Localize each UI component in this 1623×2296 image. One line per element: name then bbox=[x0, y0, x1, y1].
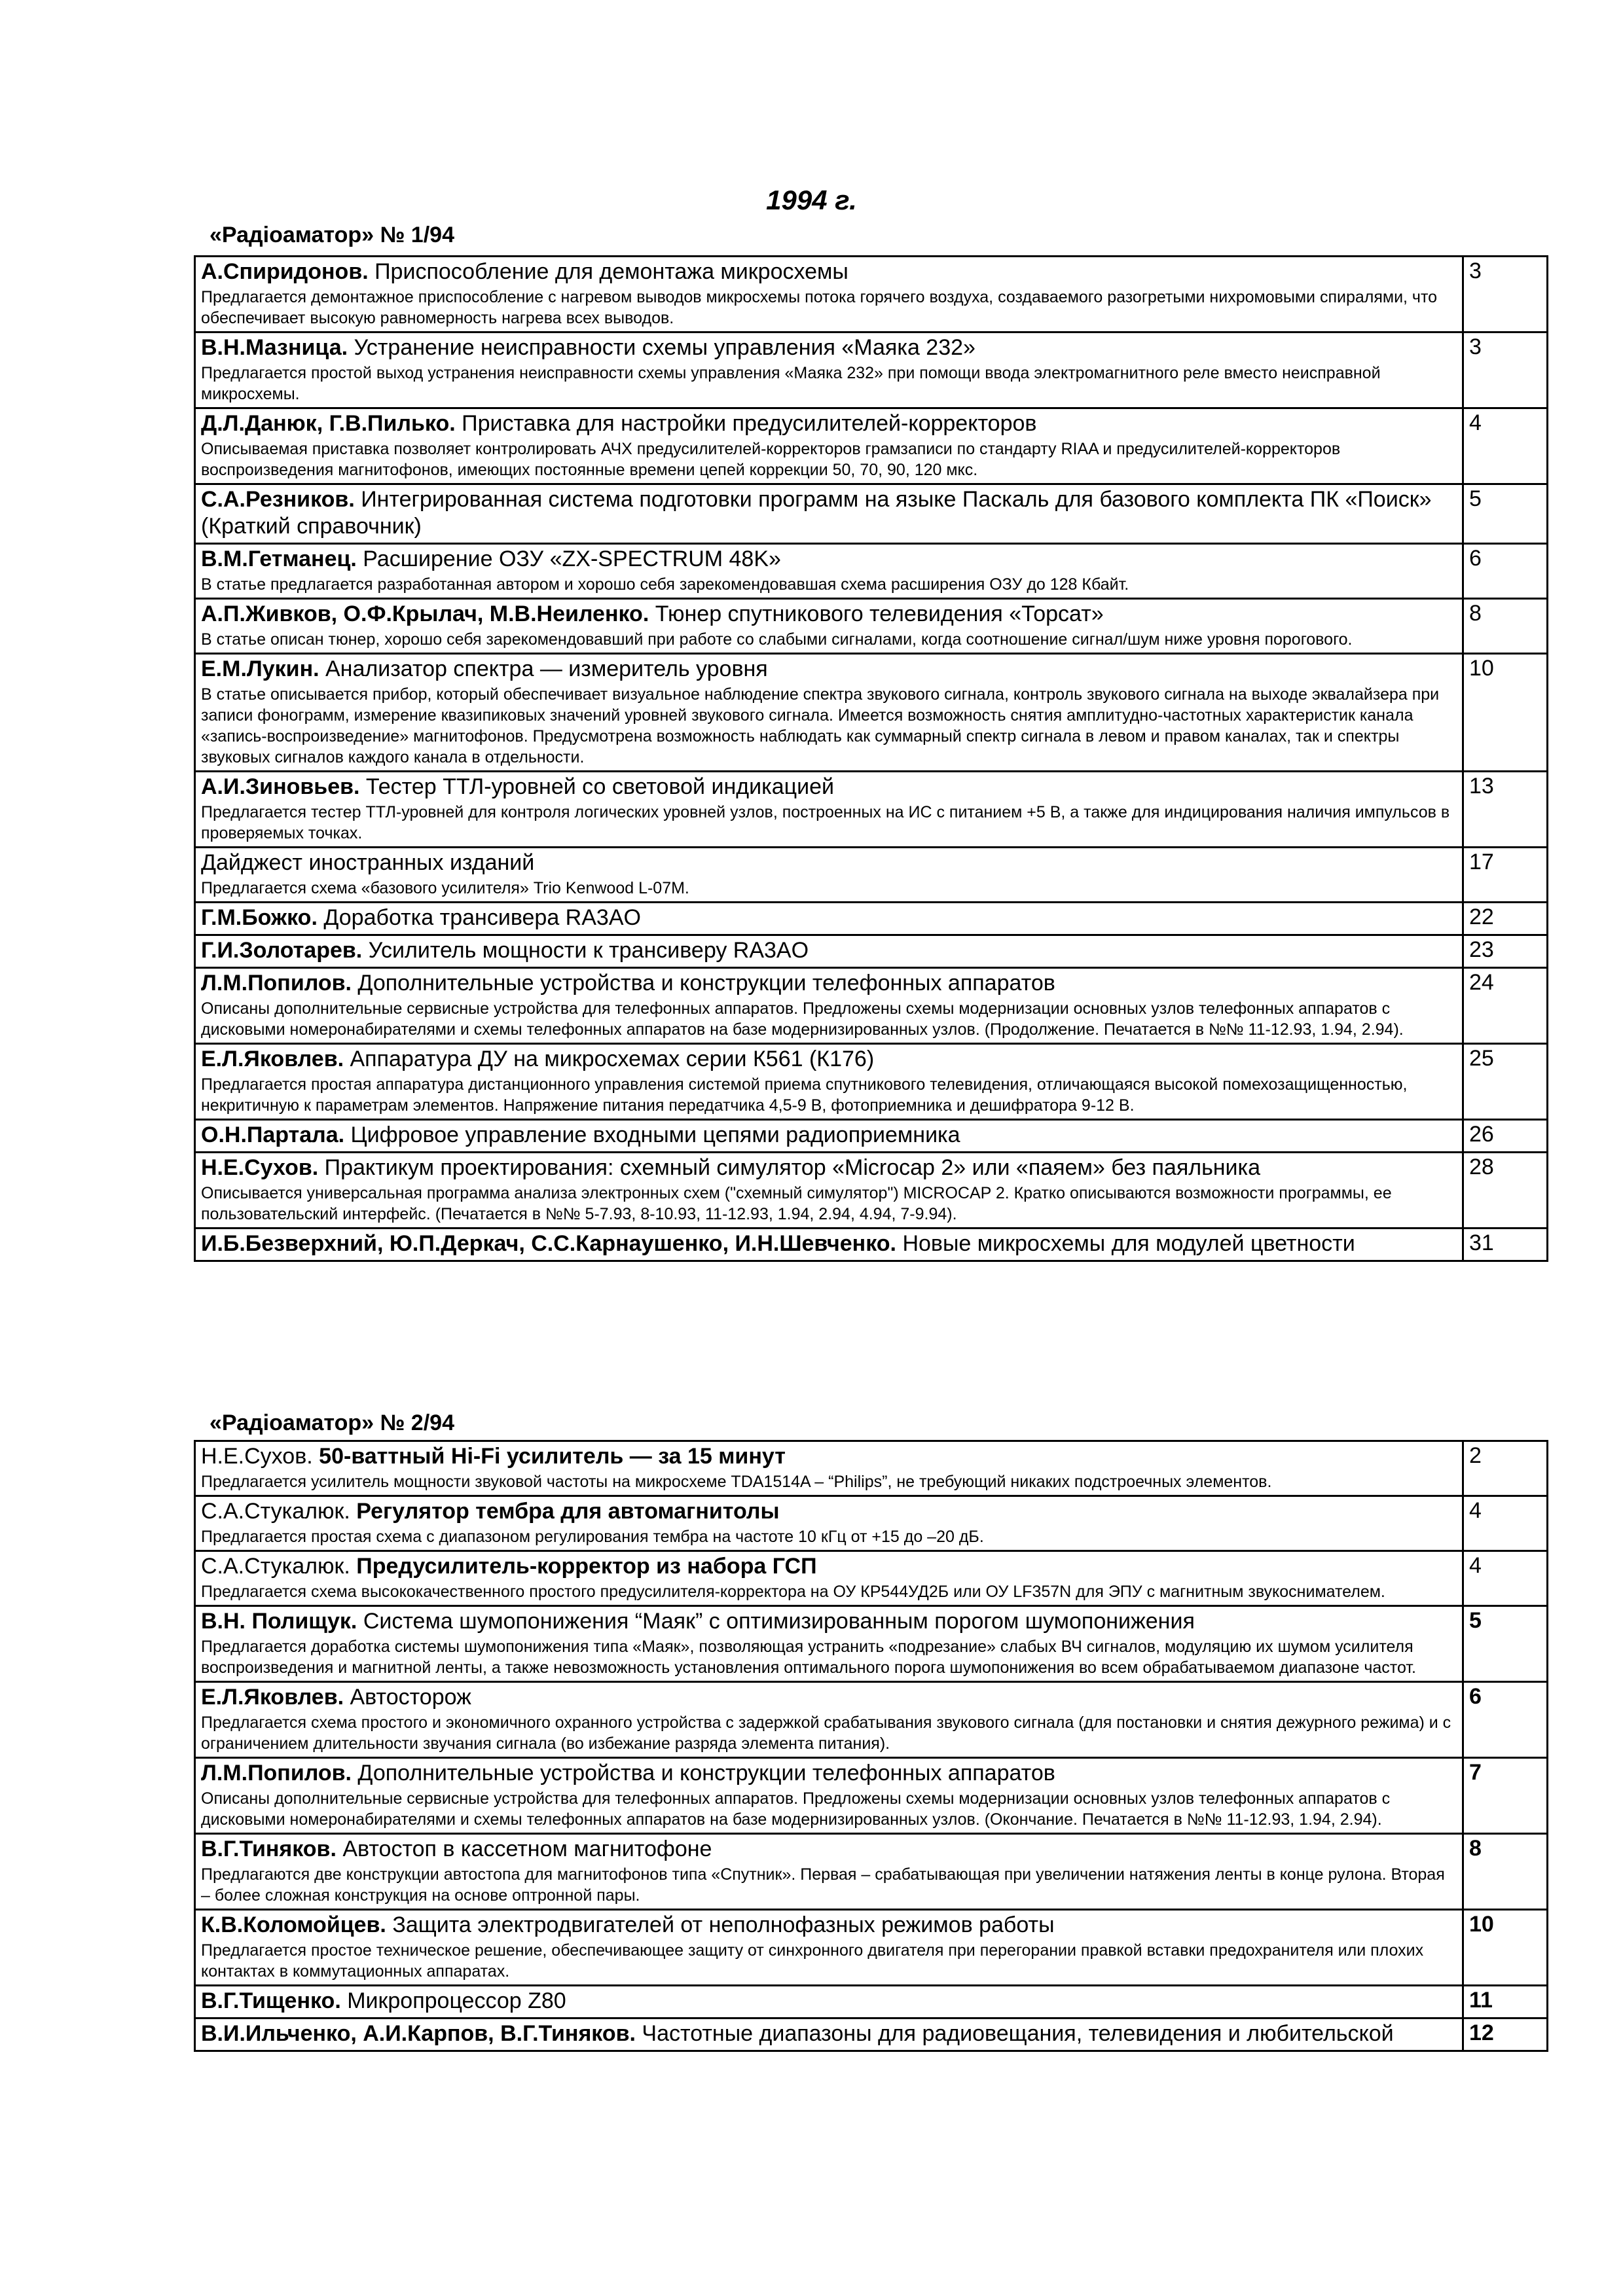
toc-entry bbox=[195, 848, 1463, 903]
page-number: 10 bbox=[1463, 654, 1548, 772]
entry-heading bbox=[201, 1046, 1457, 1073]
toc-row bbox=[195, 1758, 1548, 1834]
entry-heading bbox=[201, 1760, 1457, 1787]
entry-heading bbox=[201, 1912, 1457, 1939]
toc-row bbox=[195, 1496, 1548, 1551]
entry-title: Практикум проектирования: схемный симулятор «Microcap 2» или «паяем» без паяльника bbox=[318, 1155, 1261, 1180]
entry-author: А.П.Живков, О.Ф.Крылач, М.В.Неиленко. bbox=[201, 601, 649, 626]
entry-title: Тестер ТТЛ-уровней со световой индикацией bbox=[359, 774, 834, 799]
toc-row bbox=[195, 332, 1548, 408]
page-number: 11 bbox=[1463, 1986, 1548, 2018]
entry-author: В.Н.Мазница. bbox=[201, 335, 348, 360]
entry-heading bbox=[201, 937, 1457, 964]
page-number: 24 bbox=[1463, 968, 1548, 1044]
entry-author: Е.М.Лукин. bbox=[201, 656, 319, 681]
year-heading: 1994 г. bbox=[766, 185, 857, 215]
entry-author: Е.Л.Яковлев. bbox=[201, 1047, 344, 1071]
toc-row bbox=[195, 484, 1548, 544]
entry-title: Дайджест иностранных изданий bbox=[201, 850, 535, 875]
entry-author: В.Г.Тищенко. bbox=[201, 1988, 341, 2013]
toc-entry bbox=[195, 2018, 1463, 2051]
entry-description: В статье описывается прибор, который обеспечивает визуальное наблюдение спектра звукового сигнала, контроль звукового сигнала на выходе эквалайзера при записи фонограмм, измерение квазипиковых значений уровней звукового сигнала. Имеется возможность снятия амплитудно-частотных характеристик канала «запись-воспроизведение» магнитофонов. Предусмотрена возможность наблюдать как суммарный спектр сигнала в левом и правом каналах, так и спектры звуковых сигналов каждого канала в отдельности. bbox=[201, 685, 1440, 766]
entry-description: Описывается универсальная программа анализа электронных схем ("схемный симулятор") MICROCAP 2. Кратко описываются возможности программы, ее пользовательский интерфейс. (Печатается в №№ 5-7.93, 8-10.93, 11-12.93, 1.94, 2.94, 4.94, 7-9.94). bbox=[201, 1184, 1392, 1223]
entry-title: Автостоп в кассетном магнитофоне bbox=[336, 1837, 712, 1861]
page-number: 4 bbox=[1463, 1496, 1548, 1551]
entry-title: Доработка трансивера RA3AO bbox=[317, 905, 641, 930]
toc-row bbox=[195, 1441, 1548, 1496]
entry-heading bbox=[201, 334, 1457, 361]
entry-description: Описаны дополнительные сервисные устройства для телефонных аппаратов. Предложены схемы модернизации основных узлов телефонных аппаратов с дисковыми номеронабирателями и схемы телефонных аппаратов на базе модернизированных узлов. (Продолжение. Печатается в №№ 11-12.93, 1.94, 2.94). bbox=[201, 999, 1404, 1039]
toc-row bbox=[195, 2018, 1548, 2051]
toc-row bbox=[195, 1682, 1548, 1758]
page-number: 5 bbox=[1463, 484, 1548, 544]
entry-title: Автосторож bbox=[344, 1685, 471, 1710]
entry-heading bbox=[201, 410, 1457, 437]
entry-description: Предлагается простая аппаратура дистанционного управления системой приема спутникового телевидения, отличающаяся высокой помехозащищенностью, некритичную к параметрам элементов. Напряжение питания передатчика 4,5-9 В, фотоприемника и дешифратора 9-12 В. bbox=[201, 1075, 1408, 1115]
toc-entry bbox=[195, 1758, 1463, 1834]
entry-description: Предлагается тестер ТТЛ-уровней для контроля логических уровней узлов, построенных на ИС с питанием +5 В, а также для индицирования наличия импульсов в проверяемых точках. bbox=[201, 803, 1450, 842]
entry-author: Г.М.Божко. bbox=[201, 905, 318, 930]
toc-table-issue-1 bbox=[194, 255, 1548, 1262]
entry-heading bbox=[201, 259, 1457, 285]
toc-entry bbox=[195, 1834, 1463, 1910]
toc-entry bbox=[195, 544, 1463, 599]
entry-description: В статье описан тюнер, хорошо себя зарекомендовавший при работе со слабыми сигналами, когда соотношение сигнал/шум ниже уровня порогового. bbox=[201, 630, 1353, 649]
entry-title: Дополнительные устройства и конструкции телефонных аппаратов bbox=[351, 971, 1055, 996]
entry-title: Предусилитель-корректор из набора ГСП bbox=[356, 1554, 817, 1579]
entry-heading bbox=[201, 486, 1457, 540]
entry-description: Предлагается простой выход устранения неисправности схемы управления «Маяка 232» при помощи ввода электромагнитного реле вместо неисправной микросхемы. bbox=[201, 364, 1381, 403]
entry-description: Предлагается простая схема с диапазоном регулирования тембра на частоте 10 кГц от +15 до –20 дБ. bbox=[201, 1528, 984, 1546]
page-number: 7 bbox=[1463, 1758, 1548, 1834]
toc-entry bbox=[195, 935, 1463, 968]
toc-row bbox=[195, 1910, 1548, 1986]
page-number: 4 bbox=[1463, 1551, 1548, 1606]
entry-description: Предлагается доработка системы шумопонижения типа «Маяк», позволяющая устранить «подрезание» слабых ВЧ сигналов, модуляцию их шумом усилителя воспроизведения и магнитной ленты, а также невозможность установления оптимального порога шумопонижения во всем обрабатываемом диапазоне частот. bbox=[201, 1638, 1416, 1677]
toc-entry bbox=[195, 599, 1463, 654]
entry-author: Г.И.Золотарев. bbox=[201, 938, 363, 963]
entry-title: Приставка для настройки предусилителей-корректоров bbox=[455, 411, 1037, 436]
entry-heading bbox=[201, 2020, 1457, 2047]
entry-author: А.И.Зиновьев. bbox=[201, 774, 360, 799]
toc-row bbox=[195, 1551, 1548, 1606]
entry-description: Предлагается схема простого и экономичного охранного устройства с задержкой срабатывания звукового сигнала (для постановки и снятия дежурного режима) и с ограничением длительности звучания сигнала (во избежание разряда элемента питания). bbox=[201, 1713, 1451, 1753]
entry-title: Регулятор тембра для автомагнитолы bbox=[356, 1499, 780, 1524]
entry-author: Л.М.Попилов. bbox=[201, 971, 352, 996]
entry-heading bbox=[201, 774, 1457, 800]
entry-heading bbox=[201, 1230, 1457, 1257]
entry-description: В статье предлагается разработанная автором и хорошо себя зарекомендовавшая схема расширения ОЗУ до 128 Кбайт. bbox=[201, 575, 1129, 594]
entry-heading bbox=[201, 601, 1457, 628]
entry-title: Частотные диапазоны для радиовещания, телевидения и любительской bbox=[635, 2021, 1394, 2046]
page-number: 6 bbox=[1463, 1682, 1548, 1758]
toc-row bbox=[195, 1606, 1548, 1682]
entry-description: Предлагаются две конструкции автостопа для магнитофонов типа «Спутник». Первая – срабатывающая при увеличении натяжения ленты в конце рулона. Вторая – более сложная конструкция на основе оптронной пары. bbox=[201, 1865, 1445, 1905]
entry-author: Д.Л.Данюк, Г.В.Пилько. bbox=[201, 411, 456, 436]
toc-entry bbox=[195, 1153, 1463, 1229]
entry-heading bbox=[201, 1155, 1457, 1181]
entry-title: Тюнер спутникового телевидения «Торсат» bbox=[649, 601, 1104, 626]
entry-title: Новые микросхемы для модулей цветности bbox=[896, 1231, 1355, 1256]
entry-heading bbox=[201, 1836, 1457, 1863]
page-number: 13 bbox=[1463, 772, 1548, 848]
entry-description: Предлагается демонтажное приспособление с нагревом выводов микросхемы потока горячего воздуха, создаваемого разогретыми нихромовыми спиралями, что обеспечивает высокую равномерность нагрева всех выводов. bbox=[201, 288, 1438, 327]
entry-author: Н.Е.Сухов. bbox=[201, 1155, 319, 1180]
entry-title: Дополнительные устройства и конструкции телефонных аппаратов bbox=[351, 1761, 1055, 1785]
toc-body bbox=[195, 257, 1548, 1261]
toc-row bbox=[195, 1834, 1548, 1910]
toc-entry bbox=[195, 654, 1463, 772]
toc-row bbox=[195, 654, 1548, 772]
toc-entry bbox=[195, 1229, 1463, 1261]
page-number: 23 bbox=[1463, 935, 1548, 968]
entry-title: Анализатор спектра — измеритель уровня bbox=[319, 656, 768, 681]
toc-entry bbox=[195, 1441, 1463, 1496]
entry-heading bbox=[201, 1122, 1457, 1149]
entry-author: С.А.Стукалюк. bbox=[201, 1554, 357, 1579]
page-number: 28 bbox=[1463, 1153, 1548, 1229]
entry-description: Предлагается простое техническое решение, обеспечивающее защиту от синхронного двигателя при перегорании правкой вставки предохранителя или плохих контактах в коммутационных аппаратах. bbox=[201, 1941, 1424, 1981]
entry-author: С.А.Стукалюк. bbox=[201, 1499, 357, 1524]
toc-entry bbox=[195, 257, 1463, 332]
toc-table-issue-2 bbox=[194, 1440, 1548, 2052]
toc-row bbox=[195, 935, 1548, 968]
entry-heading bbox=[201, 656, 1457, 683]
toc-entry bbox=[195, 408, 1463, 484]
entry-title: Усилитель мощности к трансиверу RA3AO bbox=[362, 938, 809, 963]
entry-author: Н.Е.Сухов. bbox=[201, 1444, 319, 1469]
entry-title: Защита электродвигателей от неполнофазных режимов работы bbox=[386, 1912, 1055, 1937]
entry-description: Предлагается схема высококачественного простого предусилителя-корректора на ОУ КР544УД2Б или ОУ LF357N для ЭПУ с магнитным звукоснимателем. bbox=[201, 1583, 1385, 1601]
page-number: 5 bbox=[1463, 1606, 1548, 1682]
entry-author: С.А.Резников. bbox=[201, 487, 355, 512]
toc-row bbox=[195, 772, 1548, 848]
page-number: 31 bbox=[1463, 1229, 1548, 1261]
entry-title: 50-ваттный Hi-Fi усилитель — за 15 минут bbox=[319, 1444, 786, 1469]
page-number: 17 bbox=[1463, 848, 1548, 903]
toc-body bbox=[195, 1441, 1548, 2051]
entry-author: К.В.Коломойцев. bbox=[201, 1912, 386, 1937]
page-number: 8 bbox=[1463, 1834, 1548, 1910]
toc-row bbox=[195, 848, 1548, 903]
toc-row bbox=[195, 1120, 1548, 1153]
toc-entry bbox=[195, 1986, 1463, 2018]
entry-description: Предлагается усилитель мощности звуковой частоты на микросхеме TDA1514A – “Philips”, не требующий никаких подстроечных элементов. bbox=[201, 1473, 1272, 1491]
entry-author: Е.Л.Яковлев. bbox=[201, 1685, 344, 1710]
entry-title: Расширение ОЗУ «ZX-SPECTRUM 48K» bbox=[356, 547, 781, 571]
entry-author: О.Н.Партала. bbox=[201, 1122, 345, 1147]
entry-heading bbox=[201, 1684, 1457, 1711]
entry-title: Микропроцессор Z80 bbox=[340, 1988, 566, 2013]
issue-title: «Радіоаматор» № 1/94 bbox=[210, 223, 454, 247]
toc-row bbox=[195, 1153, 1548, 1229]
toc-entry bbox=[195, 1606, 1463, 1682]
toc-row bbox=[195, 1044, 1548, 1120]
entry-author: В.Н. Полищук. bbox=[201, 1609, 357, 1634]
toc-row bbox=[195, 257, 1548, 332]
toc-entry bbox=[195, 1910, 1463, 1986]
page-number: 12 bbox=[1463, 2018, 1548, 2051]
page-number: 26 bbox=[1463, 1120, 1548, 1153]
page-number: 8 bbox=[1463, 599, 1548, 654]
entry-author: В.Г.Тиняков. bbox=[201, 1837, 337, 1861]
toc-entry bbox=[195, 772, 1463, 848]
page-number: 22 bbox=[1463, 903, 1548, 935]
entry-heading bbox=[201, 970, 1457, 997]
toc-row bbox=[195, 408, 1548, 484]
page-number: 25 bbox=[1463, 1044, 1548, 1120]
toc-entry bbox=[195, 1551, 1463, 1606]
issue-title: «Радіоаматор» № 2/94 bbox=[210, 1410, 454, 1435]
entry-title: Приспособление для демонтажа микросхемы bbox=[368, 259, 848, 284]
toc-row bbox=[195, 544, 1548, 599]
entry-description: Предлагается схема «базового усилителя» Trio Kenwood L-07M. bbox=[201, 879, 689, 897]
entry-heading bbox=[201, 1608, 1457, 1635]
entry-heading bbox=[201, 850, 1457, 876]
toc-entry bbox=[195, 1682, 1463, 1758]
entry-heading bbox=[201, 1553, 1457, 1580]
toc-row bbox=[195, 903, 1548, 935]
entry-heading bbox=[201, 1498, 1457, 1525]
toc-row bbox=[195, 1986, 1548, 2018]
toc-row bbox=[195, 968, 1548, 1044]
entry-author: В.И.Ильченко, А.И.Карпов, В.Г.Тиняков. bbox=[201, 2021, 636, 2046]
toc-row bbox=[195, 599, 1548, 654]
toc-entry bbox=[195, 903, 1463, 935]
entry-author: В.М.Гетманец. bbox=[201, 547, 357, 571]
toc-entry bbox=[195, 484, 1463, 544]
page-number: 10 bbox=[1463, 1910, 1548, 1986]
page-number: 3 bbox=[1463, 257, 1548, 332]
page-number: 3 bbox=[1463, 332, 1548, 408]
entry-title: Устранение неисправности схемы управления «Маяка 232» bbox=[348, 335, 976, 360]
entry-title: Аппаратура ДУ на микросхемах серии К561 (К176) bbox=[344, 1047, 875, 1071]
entry-author: Л.М.Попилов. bbox=[201, 1761, 352, 1785]
toc-entry bbox=[195, 332, 1463, 408]
entry-author: А.Спиридонов. bbox=[201, 259, 369, 284]
entry-heading bbox=[201, 1443, 1457, 1470]
page-number: 6 bbox=[1463, 544, 1548, 599]
entry-heading bbox=[201, 546, 1457, 573]
toc-entry bbox=[195, 1120, 1463, 1153]
toc-row bbox=[195, 1229, 1548, 1261]
entry-author: И.Б.Безверхний, Ю.П.Деркач, С.С.Карнаушенко, И.Н.Шевченко. bbox=[201, 1231, 897, 1256]
toc-entry bbox=[195, 968, 1463, 1044]
entry-description: Описаны дополнительные сервисные устройства для телефонных аппаратов. Предложены схемы модернизации основных узлов телефонных аппаратов с дисковыми номеронабирателями и схемы телефонных аппаратов на базе модернизированных узлов. (Окончание. Печатается в №№ 11-12.93, 1.94, 2.94). bbox=[201, 1789, 1391, 1829]
page-number: 4 bbox=[1463, 408, 1548, 484]
entry-title: Цифровое управление входными цепями радиоприемника bbox=[344, 1122, 960, 1147]
entry-heading bbox=[201, 1988, 1457, 2015]
page-number: 2 bbox=[1463, 1441, 1548, 1496]
entry-title: Интегрированная система подготовки программ на языке Паскаль для базового комплекта ПК «Поиск» (Краткий справочник) bbox=[201, 487, 1432, 539]
toc-entry bbox=[195, 1044, 1463, 1120]
entry-heading bbox=[201, 905, 1457, 931]
toc-entry bbox=[195, 1496, 1463, 1551]
entry-description: Описываемая приставка позволяет контролировать АЧХ предусилителей-корректоров грамзаписи по стандарту RIAA и предусилителей-корректоров воспроизведения магнитофонов, имеющих постоянные времени цепей коррекции 50, 70, 90, 120 мкс. bbox=[201, 440, 1341, 479]
entry-title: Система шумопонижения “Маяк” с оптимизированным порогом шумопонижения bbox=[357, 1609, 1195, 1634]
